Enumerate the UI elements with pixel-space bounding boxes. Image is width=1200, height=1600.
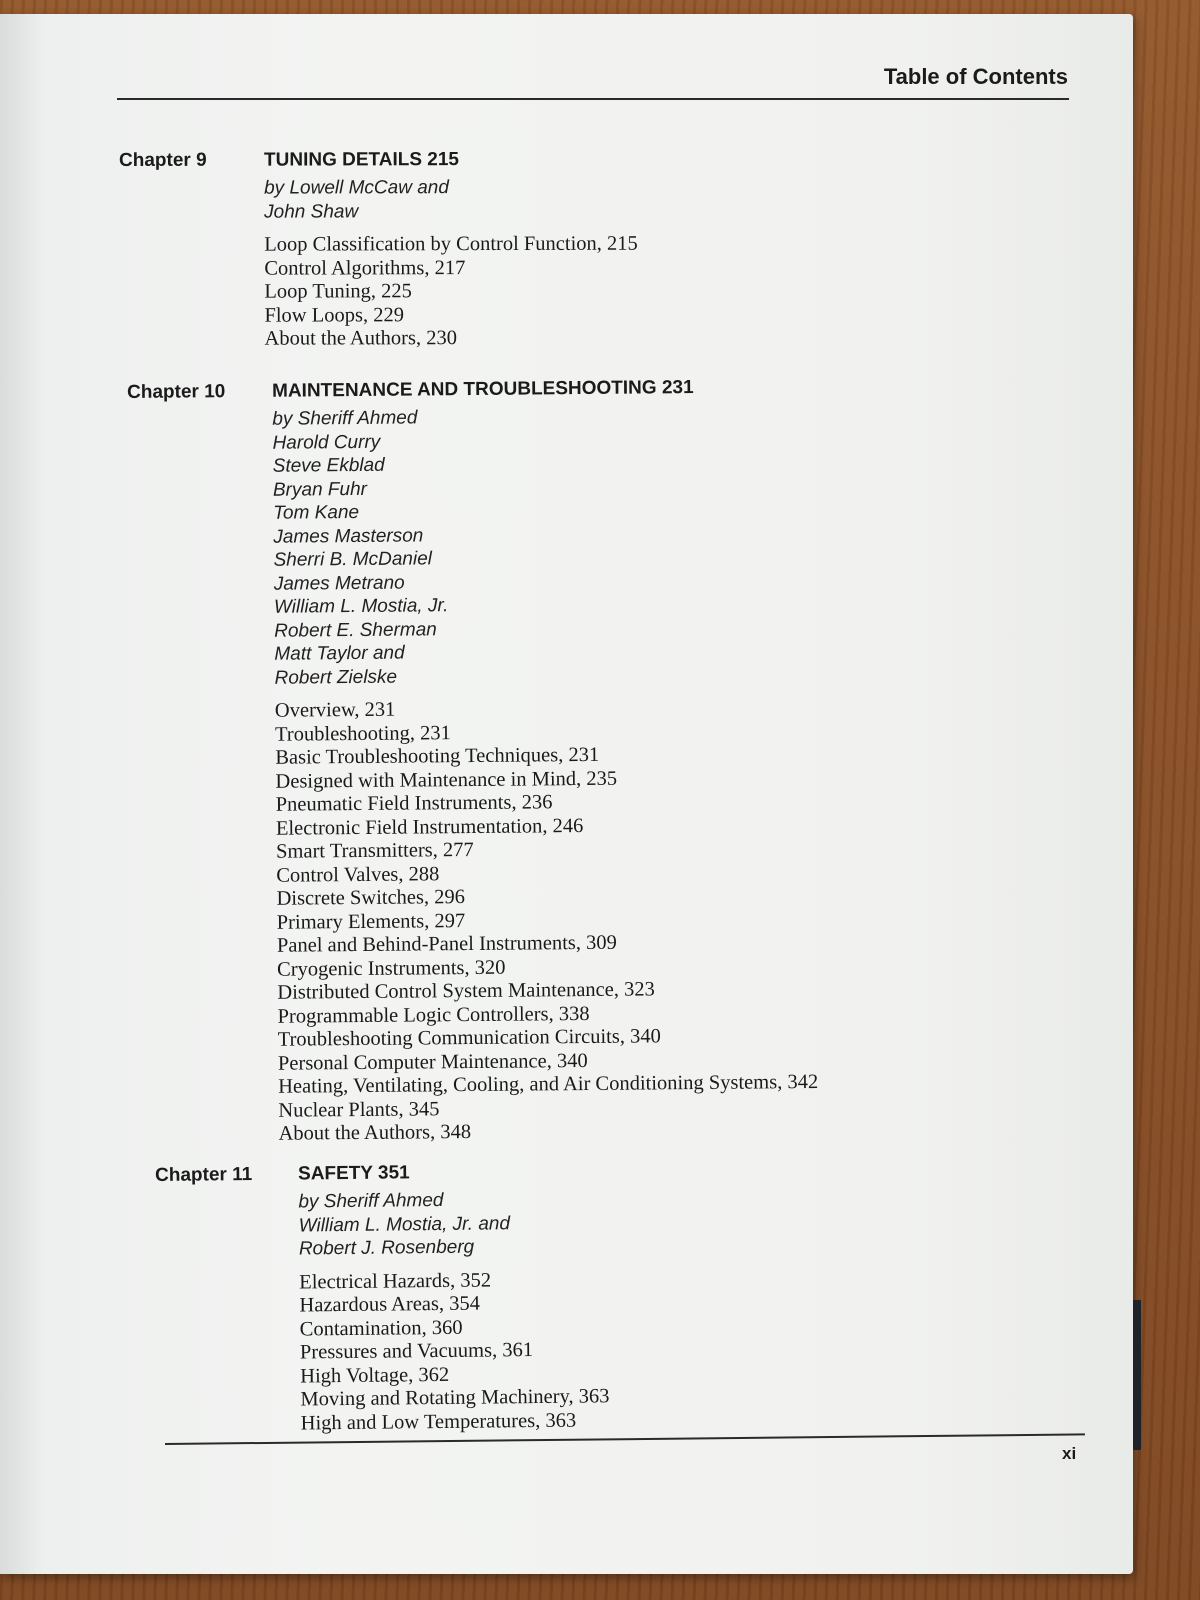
section-entry: Personal Computer Maintenance, 340 — [277, 1049, 588, 1075]
section-entry: Contamination, 360 — [299, 1316, 463, 1340]
section-list — [275, 695, 819, 1146]
section-entry: Programmable Logic Controllers, 338 — [277, 1002, 590, 1028]
chapter-body — [298, 1160, 610, 1435]
chapter-title: MAINTENANCE AND TROUBLESHOOTING 231 — [271, 377, 694, 402]
author-line: Robert E. Sherman — [274, 618, 437, 642]
section-entry: Nuclear Plants, 345 — [278, 1097, 440, 1122]
author-line: John Shaw — [264, 200, 359, 223]
author-line: William L. Mostia, Jr. — [273, 595, 449, 618]
chapter-title: SAFETY 351 — [297, 1162, 410, 1185]
book-cover-edge — [1133, 1300, 1141, 1450]
author-list — [272, 403, 814, 690]
author-line: Robert Zielske — [274, 666, 398, 689]
section-entry: Designed with Maintenance in Mind, 235 — [275, 767, 618, 793]
chapter-label: Chapter 11 — [155, 1163, 253, 1186]
chapter-label: Chapter 9 — [119, 149, 207, 171]
author-line: Bryan Fuhr — [272, 478, 368, 501]
section-entry: Heating, Ventilating, Cooling, and Air Conditioning Systems, 342 — [278, 1070, 819, 1098]
section-list — [264, 233, 638, 351]
section-list — [299, 1268, 610, 1436]
section-entry: Cryogenic Instruments, 320 — [277, 956, 506, 981]
chapter-label: Chapter 10 — [127, 381, 226, 403]
section-entry: Moving and Rotating Machinery, 363 — [300, 1385, 610, 1411]
section-entry: Overview, 231 — [274, 698, 396, 722]
running-header-title: Table of Contents — [883, 64, 1068, 89]
section-entry: Discrete Switches, 296 — [276, 886, 466, 910]
section-entry: About the Authors, 348 — [278, 1121, 472, 1145]
section-entry: Primary Elements, 297 — [276, 909, 466, 934]
section-entry: Electronic Field Instrumentation, 246 — [275, 814, 584, 840]
section-entry: Pressures and Vacuums, 361 — [299, 1339, 534, 1364]
section-entry: Loop Classification by Control Function, 215 — [264, 232, 638, 256]
author-line: by Lowell McCaw and — [264, 177, 449, 199]
author-list — [264, 176, 638, 224]
section-entry: Troubleshooting, 231 — [274, 721, 451, 746]
author-line: James Masterson — [273, 524, 424, 548]
author-line: Robert J. Rosenberg — [298, 1236, 475, 1260]
chapter-title: TUNING DETAILS 215 — [263, 149, 460, 171]
author-line: by Sheriff Ahmed — [272, 407, 418, 430]
section-entry: High and Low Temperatures, 363 — [300, 1409, 577, 1434]
section-entry: Smart Transmitters, 277 — [276, 838, 474, 863]
page-number: xi — [1062, 1444, 1077, 1463]
author-line: Sherri B. McDaniel — [273, 548, 433, 571]
chapter-body — [264, 149, 638, 351]
section-entry: High Voltage, 362 — [300, 1363, 450, 1387]
author-line: Steve Ekblad — [272, 454, 385, 477]
section-entry: Flow Loops, 229 — [264, 303, 404, 327]
author-list — [298, 1187, 608, 1261]
section-entry: Hazardous Areas, 354 — [299, 1292, 481, 1317]
author-line: William L. Mostia, Jr. and — [298, 1212, 511, 1236]
section-entry: Electrical Hazards, 352 — [299, 1268, 492, 1293]
section-entry: About the Authors, 230 — [264, 327, 457, 350]
section-entry: Control Valves, 288 — [276, 862, 440, 887]
section-entry: Troubleshooting Communication Circuits, 340 — [277, 1025, 661, 1051]
header-rule — [117, 98, 1069, 100]
author-line: Matt Taylor and — [274, 642, 405, 665]
author-line: James Metrano — [273, 572, 405, 595]
author-line: by Sheriff Ahmed — [298, 1189, 444, 1213]
chapter-body — [272, 376, 819, 1146]
section-entry: Pneumatic Field Instruments, 236 — [275, 791, 553, 816]
author-line: Harold Curry — [272, 431, 381, 454]
section-entry: Basic Troubleshooting Techniques, 231 — [275, 743, 600, 769]
section-entry: Distributed Control System Maintenance, 323 — [277, 978, 655, 1004]
author-line: Tom Kane — [273, 501, 360, 524]
section-entry: Panel and Behind-Panel Instruments, 309 — [276, 931, 617, 957]
section-entry: Control Algorithms, 217 — [264, 256, 466, 280]
section-entry: Loop Tuning, 225 — [264, 280, 412, 303]
